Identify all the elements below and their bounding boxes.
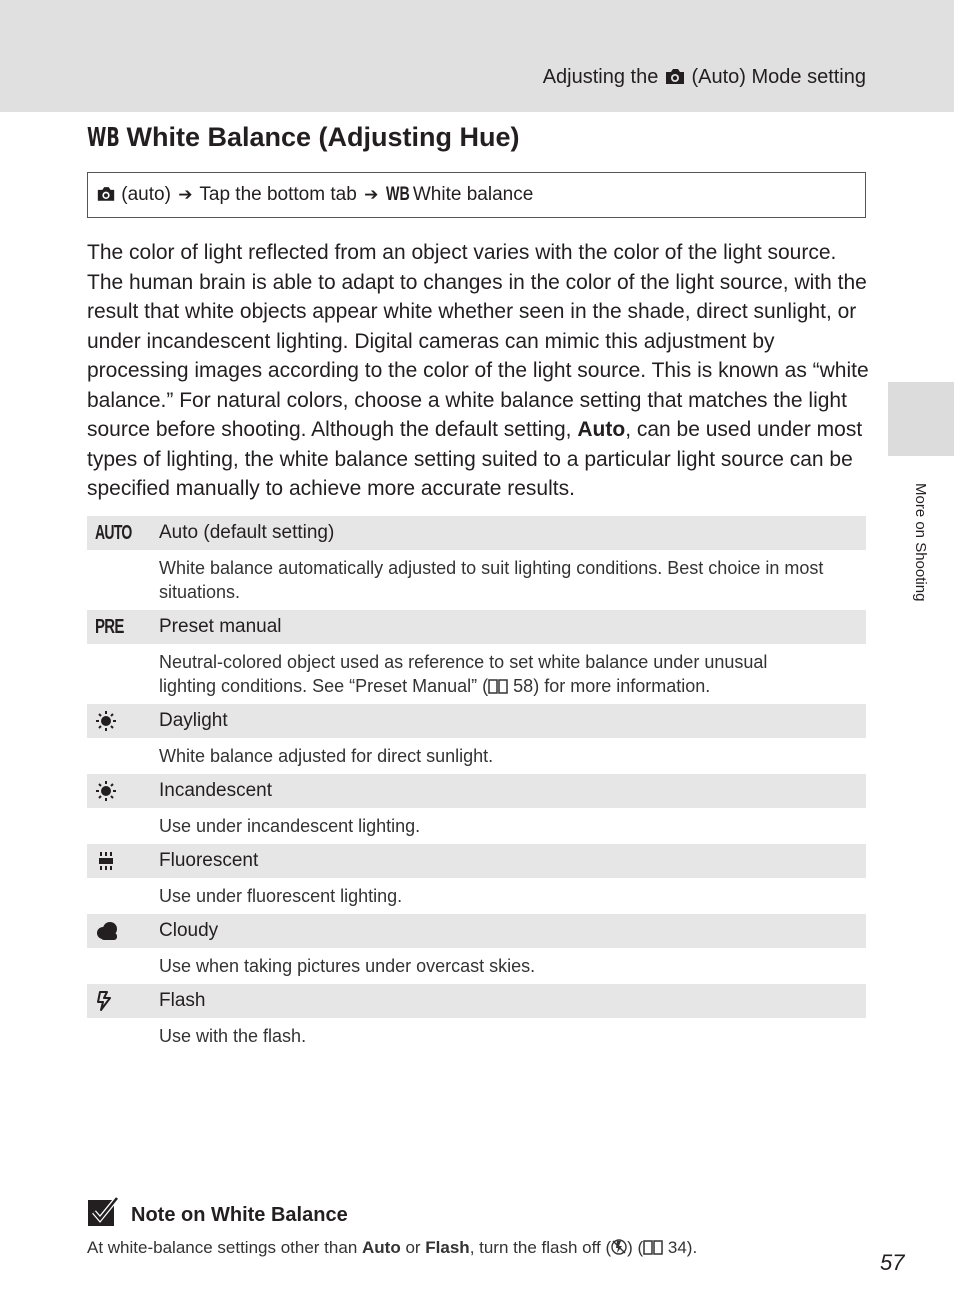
bulb-icon: [95, 774, 135, 808]
white-balance-table: [87, 516, 866, 1054]
white-balance-icon: WB: [385, 184, 410, 205]
setting-desc: Use when taking pictures under overcast skies.: [159, 956, 536, 976]
white-balance-icon: WB: [87, 123, 120, 153]
camera-icon: [96, 185, 116, 202]
setting-desc: Neutral-colored object used as reference to set white balance under unusual lighting conditions. See “Preset Manual” ( 58) for more information.: [159, 652, 768, 696]
menu-path: [87, 172, 866, 218]
note-box: [87, 1196, 867, 1258]
flash-icon: [95, 984, 135, 1018]
side-tab-label: More on Shooting: [912, 483, 929, 602]
auto-wb-icon: AUTO: [95, 522, 132, 544]
setting-desc: White balance automatically adjusted to suit lighting conditions. Best choice in most situations.: [159, 558, 824, 602]
sun-icon: [95, 704, 135, 738]
setting-desc: White balance adjusted for direct sunlight.: [159, 746, 494, 766]
setting-row-cloudy: Cloudy: [87, 914, 866, 948]
preset-wb-icon: PRE: [95, 616, 124, 638]
cloud-icon: [95, 914, 135, 948]
note-text: At white-balance settings other than Auto or Flash, turn the flash off ( ) ( 34).: [87, 1238, 698, 1257]
setting-row-fluorescent: Fluorescent: [87, 844, 866, 878]
page-header: [0, 0, 954, 112]
setting-desc: Use under fluorescent lighting.: [159, 886, 403, 906]
path-step-auto: (auto): [121, 184, 171, 205]
page-title: WB White Balance (Adjusting Hue): [87, 122, 520, 153]
arrow-right-icon: ➔: [178, 185, 193, 204]
note-heading: Note on White Balance: [87, 1196, 867, 1236]
page-number: 57: [880, 1250, 905, 1275]
setting-desc: Use with the flash.: [159, 1026, 307, 1046]
book-ref-icon: [643, 1239, 663, 1255]
camera-icon: [664, 67, 686, 85]
checkmark-icon: [87, 1196, 119, 1228]
flash-off-icon: [611, 1238, 627, 1256]
fluorescent-icon: [95, 844, 135, 878]
book-ref-icon: [488, 678, 508, 694]
setting-row-preset: PRE Preset manual: [87, 610, 866, 644]
side-tab[interactable]: [888, 382, 954, 456]
path-step-white-balance: White balance: [412, 184, 534, 205]
setting-desc: Use under incandescent lighting.: [159, 816, 421, 836]
path-step-tab: Tap the bottom tab: [199, 184, 357, 205]
setting-row-flash: Flash: [87, 984, 866, 1018]
setting-row-daylight: Daylight: [87, 704, 866, 738]
setting-row-auto: AUTO Auto (default setting): [87, 516, 866, 550]
intro-paragraph: The color of light reflected from an object varies with the color of the light source. The human brain is able to adapt to changes in the color of the light source, with the result that white objects appear white whether seen in the shade, direct sunlight, or under incandescent lighting. Digital cameras can mimic this adjustment by processing images according to the color of the light source. This is known as “white balance.” For natural colors, choose a white balance setting that matches the light source before shooting. Although the default setting, Auto, can be used under most types of lighting, the white balance setting suited to a particular light source can be specified manually to achieve more accurate results.: [87, 241, 869, 500]
setting-row-incandescent: Incandescent: [87, 774, 866, 808]
arrow-right-icon: ➔: [364, 185, 379, 204]
header-title: Adjusting the (Auto) Mode setting: [542, 66, 866, 88]
